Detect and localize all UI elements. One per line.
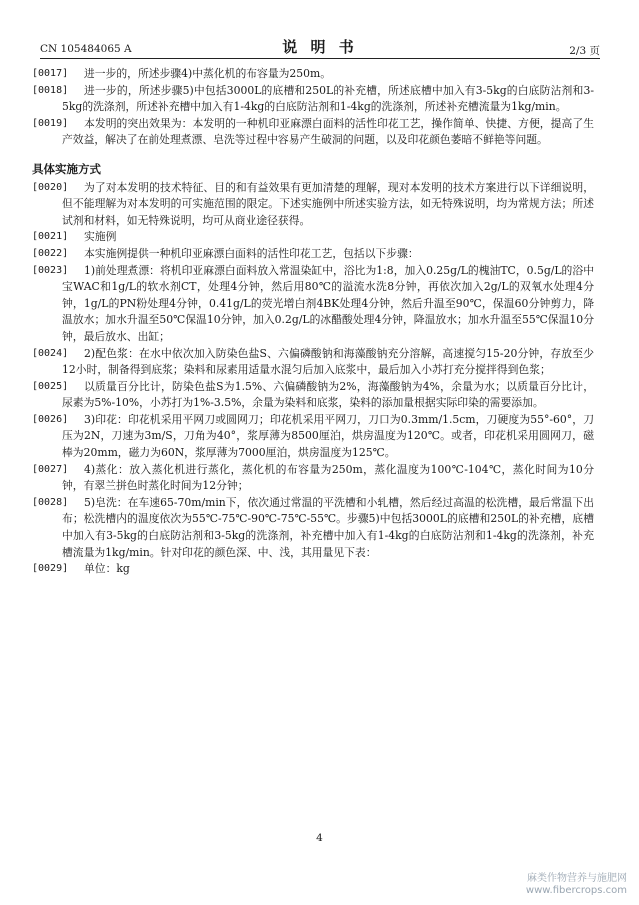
paragraph-text: 实施例 xyxy=(84,230,117,244)
paragraph-number: [0017] xyxy=(32,68,69,79)
paragraph-number: [0018] xyxy=(32,84,69,96)
paragraph-text: 2)配色浆：在水中依次加入防染色盐S、六偏磷酸钠和海藻酸钠充分溶解，高速搅匀15-20分钟，存放至少12小时，制备得到底浆；染料和尿素用适量水混匀后加入底浆中，最后加入小苏打充分搅拌得到色浆； xyxy=(62,346,594,377)
paragraph-text: 本发明的突出效果为：本发明的一种机印亚麻漂白面料的活性印花工艺，操作简单、快捷、方便，提高了生产效益，解决了在前处理煮漂、皂洗等过程中容易产生破洞的问题，以及印花颜色萎暗不鲜艳等问题。 xyxy=(62,116,594,147)
paragraph-text: 3)印花：印花机采用平网刀或圆网刀；印花机采用平网刀，刀口为0.3mm/1.5cm，刀硬度为55°-60°，刀压为2N，刀速为3m/S，刀角为40°，浆厚薄为8500厘泊，烘房温度为120℃。或者，印花机采用圆网刀，磁棒为20mm，磁力为60N，浆厚薄为7000厘泊，烘房温度为125℃。 xyxy=(62,412,594,460)
document-body xyxy=(32,66,594,578)
paragraph-number: [0022] xyxy=(32,247,69,259)
paragraph-number: [0019] xyxy=(32,117,69,129)
page-number: 4 xyxy=(316,832,323,844)
paragraph-text: 本实施例提供一种机印亚麻漂白面料的活性印花工艺，包括以下步骤： xyxy=(84,246,419,260)
paragraph-0024 xyxy=(32,346,594,379)
paragraph-0027 xyxy=(32,462,594,495)
page-indicator: 2/3 页 xyxy=(569,45,600,57)
paragraph-text: 4)蒸化：放入蒸化机进行蒸化，蒸化机的布容量为250m，蒸化温度为100℃-104℃，蒸化时间为10分钟，有翠兰拼色时蒸化时间为12分钟； xyxy=(62,462,594,493)
paragraph-text: 单位：kg xyxy=(84,562,130,576)
paragraph-0020 xyxy=(32,180,594,230)
document-title: 说 明 书 xyxy=(282,38,358,56)
paragraph-number: [0021] xyxy=(32,231,69,243)
paragraph-number: [0028] xyxy=(32,496,69,508)
paragraph-text: 进一步的，所述步骤4)中蒸化机的布容量为250m。 xyxy=(84,67,332,80)
paragraph-0023 xyxy=(32,263,594,346)
header-rule xyxy=(40,58,600,59)
watermark-title: 麻类作物营养与施肥网 xyxy=(527,873,627,884)
paragraph-text: 以质量百分比计，防染色盐S为1.5%、六偏磷酸钠为2%，海藻酸钠为4%，余量为水；以质量百分比计，尿素为5%-10%，小苏打为1%-3.5%，余量为染料和底浆，染料的添加量根据实际印染的需要添加。 xyxy=(62,379,594,410)
paragraph-0028 xyxy=(32,495,594,561)
paragraph-text: 为了对本发明的技术特征、目的和有益效果有更加清楚的理解，现对本发明的技术方案进行以下详细说明，但不能理解为对本发明的可实施范围的限定。下述实施例中所述实验方法，如无特殊说明，均为常规方法；所述试剂和材料，如无特殊说明，均可从商业途径获得。 xyxy=(62,180,594,227)
paragraph-text: 5)皂洗：在车速65-70m/min下，依次通过常温的平洗槽和小轧槽，然后经过高温的松洗槽，最后常温下出布；松洗槽内的温度依次为55℃-75℃-90℃-75℃-55℃。步骤5)中包括3000L的底槽和250L的补充槽，底槽中加入有3-5kg的白底防沾剂和3-5kg的洗涤剂，补充槽中加入有1-4kg的白底防沾剂和1-4kg的洗涤剂，补充槽流量为1kg/min。针对印花的颜色深、中、浅，其用量见下表： xyxy=(62,495,594,559)
watermark xyxy=(526,873,627,897)
paragraph-0025 xyxy=(32,379,594,412)
paragraph-number: [0024] xyxy=(32,347,69,359)
section-heading: 具体实施方式 xyxy=(32,161,101,176)
paragraph-0021 xyxy=(32,229,594,246)
paragraph-0018 xyxy=(32,83,594,116)
paragraph-0022 xyxy=(32,246,594,263)
paragraph-number: [0025] xyxy=(32,380,69,392)
paragraph-number: [0023] xyxy=(32,264,69,276)
paragraph-0029 xyxy=(32,561,594,578)
paragraph-number: [0027] xyxy=(32,463,69,475)
paragraph-text: 1)前处理煮漂：将机印亚麻漂白面料放入常温染缸中，浴比为1:8，加入0.25g/L的槐油TC，0.5g/L的浴中宝WAC和1g/L的软水剂CT，处理4分钟，然后用80℃的溢流水洗8分钟，再依次加入2g/L的双氧水处理4分钟，1g/L的PN粉处理4分钟，0.41g/L的荧光增白剂4BK处理4分钟，然后升温至90℃，保温60分钟剪力，降温放水；加水升温至50℃保温10分钟，加入0.2g/L的冰醋酸处理4分钟，降温放水；加水升温至55℃保温10分钟，最后放水、出缸； xyxy=(62,263,594,343)
patent-number: CN 105484065 A xyxy=(40,43,132,55)
paragraph-0026 xyxy=(32,412,594,462)
paragraph-0017 xyxy=(32,66,594,83)
paragraph-0019 xyxy=(32,116,594,149)
paragraph-number: [0020] xyxy=(32,181,69,193)
paragraph-number: [0026] xyxy=(32,413,69,425)
page-header xyxy=(40,30,600,60)
watermark-url: www.fibercrops.com xyxy=(525,885,627,896)
paragraph-text: 进一步的，所述步骤5)中包括3000L的底槽和250L的补充槽，所述底槽中加入有3-5kg的白底防沾剂和3-5kg的洗涤剂，所述补充槽中加入有1-4kg的白底防沾剂和1-4kg的洗涤剂，所述补充槽流量为1kg/min。 xyxy=(62,83,594,114)
paragraph-number: [0029] xyxy=(32,563,69,575)
